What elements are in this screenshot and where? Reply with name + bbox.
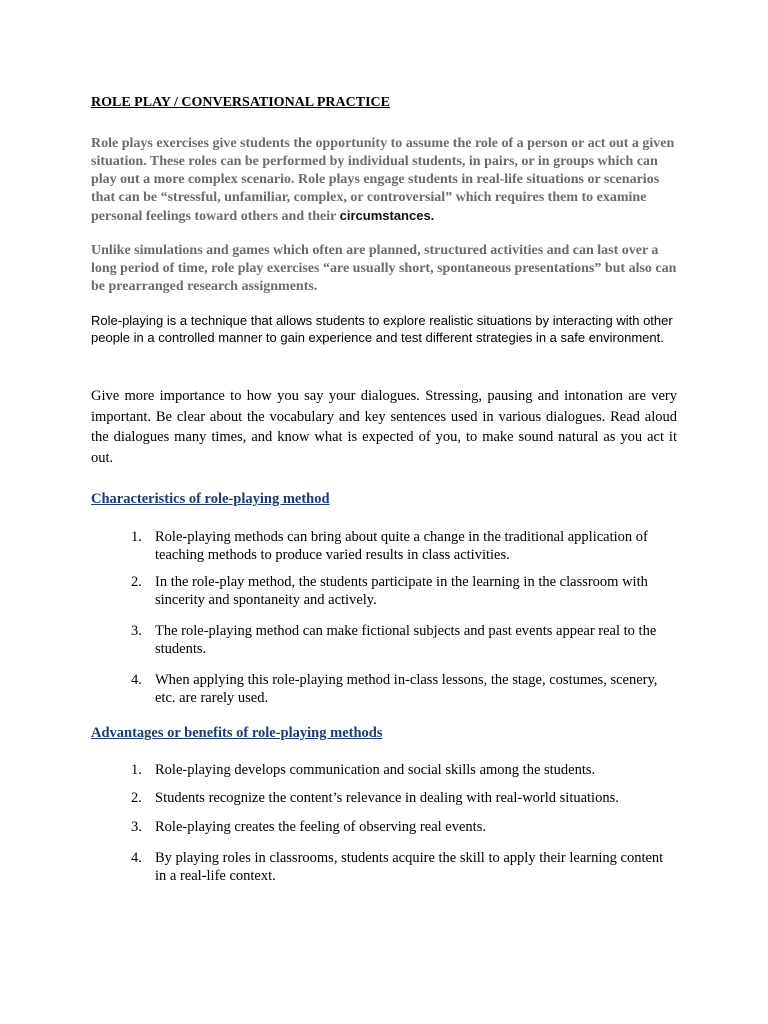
characteristics-heading: Characteristics of role-playing method <box>91 491 330 507</box>
intro-paragraph-text: Role plays exercises give students the opportunity to assume the role of a person or act out a given situation. These roles can be performed by individual students, in pairs, or in groups which can play out a more complex scenario. Role plays engage students in real-life situations or scenarios that can be “stressful, unfamiliar, complex, or controversial” which requires them to examine personal feelings toward others and their <box>91 136 675 224</box>
intro-paragraph-tail: circumstances. <box>339 208 435 223</box>
list-item-number: 3. <box>131 819 142 835</box>
list-item <box>91 761 677 779</box>
list-item-number: 4. <box>131 850 142 866</box>
dialogue-paragraph: Give more importance to how you say your dialogues. Stressing, pausing and intonation are very important. Be clear about the vocabulary and key sentences used in various dialogues. Read aloud the dialogues many times, and know what is expected of you, to make sound natural as you act it out. <box>91 388 677 466</box>
list-item-number: 2. <box>131 790 142 806</box>
list-item <box>91 622 677 658</box>
intro-paragraph <box>91 135 677 226</box>
list-item <box>91 671 677 707</box>
list-item-text: In the role-play method, the students participate in the learning in the classroom with sincerity and spontaneity and actively. <box>155 574 648 608</box>
advantages-heading: Advantages or benefits of role-playing methods <box>91 725 383 741</box>
technique-paragraph: Role-playing is a technique that allows students to explore realistic situations by interacting with other people in a controlled manner to gain experience and test different strategies in a safe environment. <box>91 313 673 345</box>
page-title: ROLE PLAY / CONVERSATIONAL PRACTICE <box>91 95 390 110</box>
advantages-list <box>91 761 677 885</box>
list-item-text: Students recognize the content’s relevance in dealing with real-world situations. <box>155 790 619 806</box>
list-item-text: When applying this role-playing method in-class lessons, the stage, costumes, scenery, etc. are rarely used. <box>155 672 658 706</box>
list-item <box>91 528 677 564</box>
simulation-paragraph: Unlike simulations and games which often are planned, structured activities and can last over a long period of time, role play exercises “are usually short, spontaneous presentations” but also can be prearranged research assignments. <box>91 243 677 294</box>
list-item-text: Role-playing methods can bring about quite a change in the traditional application of teaching methods to produce varied results in class activities. <box>155 529 648 563</box>
list-item <box>91 849 677 885</box>
list-item-number: 4. <box>131 672 142 688</box>
characteristics-list <box>91 528 677 707</box>
list-item <box>91 789 677 807</box>
list-item-number: 1. <box>131 529 142 545</box>
list-item <box>91 573 677 609</box>
list-item-text: By playing roles in classrooms, students acquire the skill to apply their learning content in a real-life context. <box>155 850 664 884</box>
list-item <box>91 818 677 836</box>
list-item-text: The role-playing method can make fictional subjects and past events appear real to the students. <box>155 623 657 657</box>
list-item-number: 3. <box>131 623 142 639</box>
list-item-text: Role-playing develops communication and social skills among the students. <box>155 762 596 778</box>
list-item-number: 2. <box>131 574 142 590</box>
list-item-text: Role-playing creates the feeling of observing real events. <box>155 819 486 835</box>
list-item-number: 1. <box>131 762 142 778</box>
